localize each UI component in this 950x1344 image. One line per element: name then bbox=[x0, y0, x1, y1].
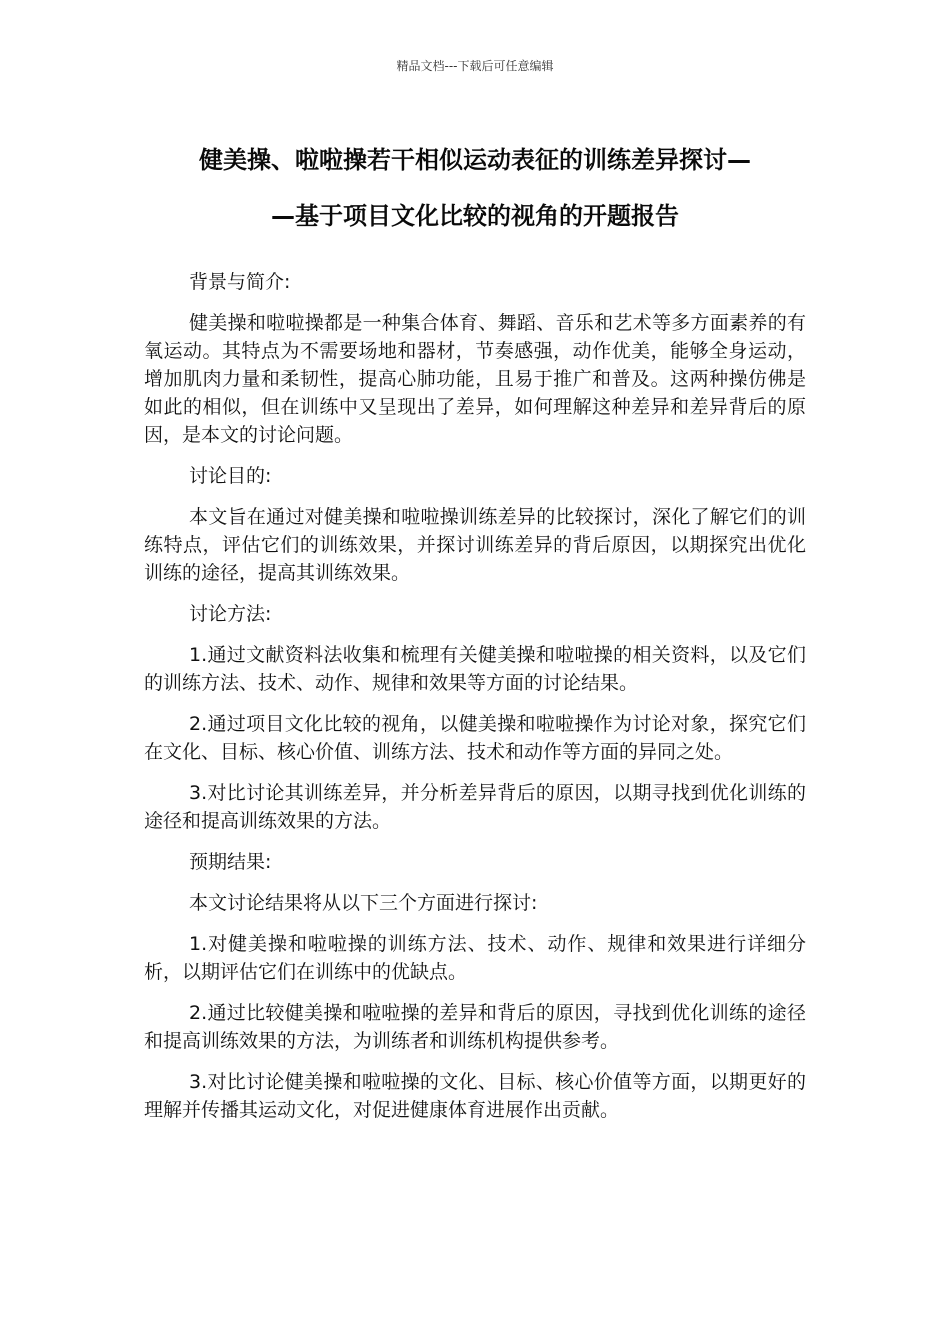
method-item-1: 1.通过文献资料法收集和梳理有关健美操和啦啦操的相关资料，以及它们的训练方法、技术、动作、规律和效果等方面的讨论结果。 bbox=[144, 644, 806, 694]
document-body bbox=[144, 268, 806, 1137]
header-note: 精品文档---下载后可任意编辑 bbox=[396, 59, 554, 73]
results-item-2: 2.通过比较健美操和啦啦操的差异和背后的原因，寻找到优化训练的途径和提高训练效果的方法，为训练者和训练机构提供参考。 bbox=[144, 1002, 806, 1052]
background-paragraph: 健美操和啦啦操都是一种集合体育、舞蹈、音乐和艺术等多方面素养的有氧运动。其特点为不需要场地和器材，节奏感强，动作优美，能够全身运动，增加肌肉力量和柔韧性，提高心肺功能，且易于推广和普及。这两种操仿佛是如此的相似，但在训练中又呈现出了差异，如何理解这种差异和差异背后的原因，是本文的讨论问题。 bbox=[144, 312, 806, 446]
section-heading-results: 预期结果: bbox=[189, 851, 272, 873]
results-intro: 本文讨论结果将从以下三个方面进行探讨: bbox=[189, 892, 538, 914]
title-line-1: 健美操、啦啦操若干相似运动表征的训练差异探讨— bbox=[199, 146, 751, 174]
results-item-3: 3.对比讨论健美操和啦啦操的文化、目标、核心价值等方面，以期更好的理解并传播其运动文化，对促进健康体育进展作出贡献。 bbox=[144, 1071, 806, 1121]
method-item-3: 3.对比讨论其训练差异，并分析差异背后的原因，以期寻找到优化训练的途径和提高训练效果的方法。 bbox=[144, 782, 806, 832]
document-title bbox=[144, 132, 806, 244]
purpose-paragraph: 本文旨在通过对健美操和啦啦操训练差异的比较探讨，深化了解它们的训练特点，评估它们的训练效果，并探讨训练差异的背后原因，以期探究出优化训练的途径，提高其训练效果。 bbox=[144, 506, 806, 584]
title-line-2: —基于项目文化比较的视角的开题报告 bbox=[271, 202, 679, 230]
results-item-1: 1.对健美操和啦啦操的训练方法、技术、动作、规律和效果进行详细分析，以期评估它们在训练中的优缺点。 bbox=[144, 933, 806, 983]
section-heading-purpose: 讨论目的: bbox=[189, 465, 272, 487]
section-heading-method: 讨论方法: bbox=[189, 603, 272, 625]
section-heading-background: 背景与简介: bbox=[189, 271, 291, 293]
method-item-2: 2.通过项目文化比较的视角，以健美操和啦啦操作为讨论对象，探究它们在文化、目标、核心价值、训练方法、技术和动作等方面的异同之处。 bbox=[144, 713, 806, 763]
